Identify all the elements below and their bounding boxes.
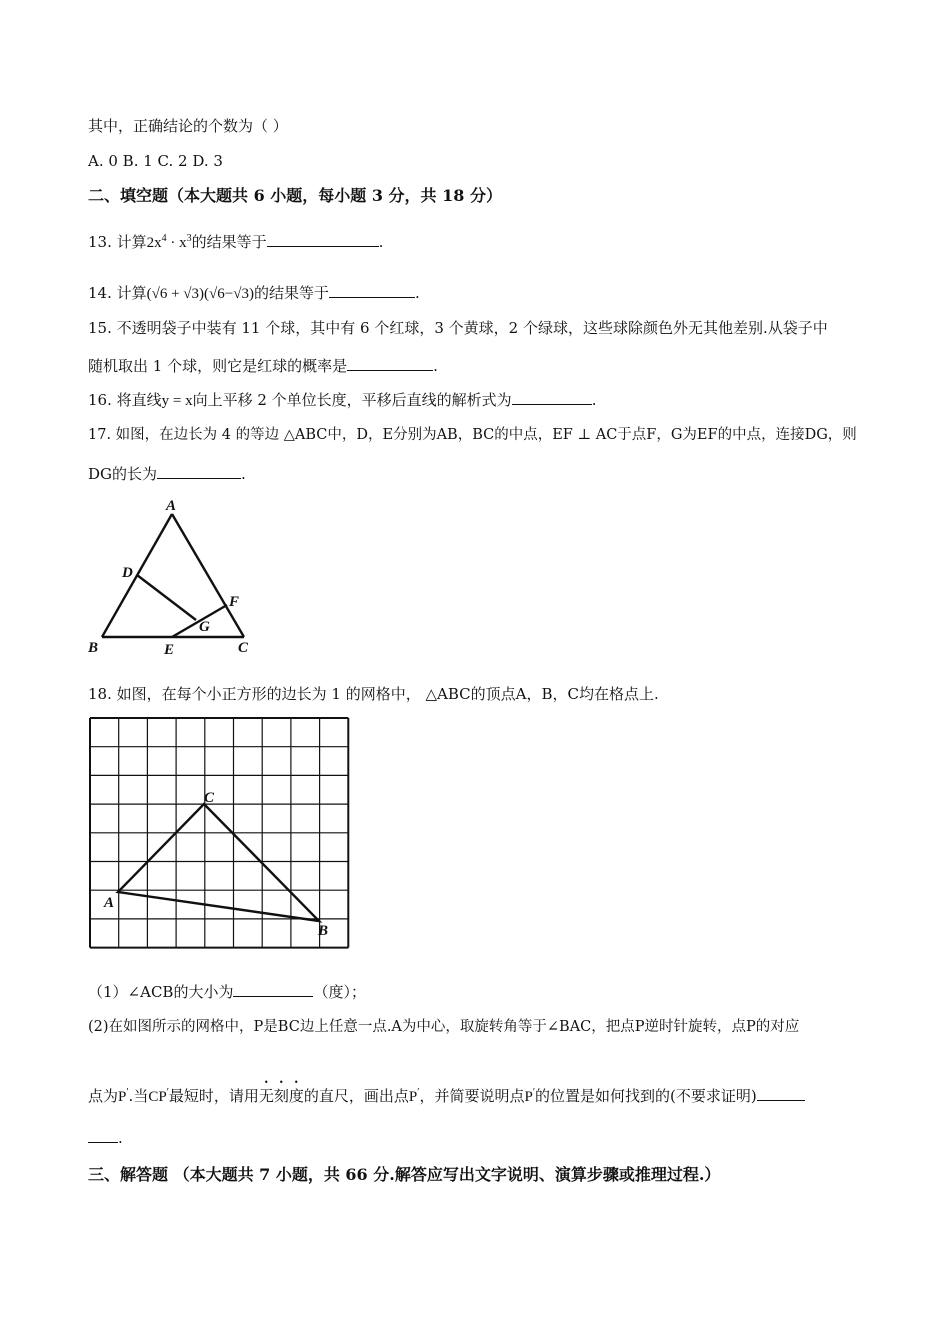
question-18: 18. 如图，在每个小正方形的边长为 1 的网格中， △ABC的顶点A，B，C均在格点上. bbox=[88, 685, 659, 703]
question-18-part2-line1: (2)在如图所示的网格中，P是BC边上任意一点.A为中心，取旋转角等于∠BAC，把点P逆时针旋转，点P的对应 bbox=[88, 1019, 800, 1035]
q13-prefix: 13. 计算 bbox=[88, 233, 147, 251]
q15-blank[interactable] bbox=[347, 356, 433, 371]
q13-end: . bbox=[378, 233, 384, 251]
q14-expr: (√6 + √3)(√6−√3) bbox=[146, 286, 254, 302]
q18-2-text-b: .当 bbox=[128, 1087, 149, 1105]
question-13 bbox=[88, 232, 383, 255]
q18-2-p-prime-2: P′ bbox=[408, 1087, 420, 1105]
q14-prefix: 14. 计算 bbox=[88, 284, 147, 302]
q13-base: 2x bbox=[146, 235, 162, 251]
fig17-label-c: C bbox=[238, 640, 249, 656]
q13-expr bbox=[147, 235, 192, 251]
q16-text: 向上平移 2 个单位长度，平移后直线的解析式为 bbox=[192, 391, 512, 409]
q14-suffix: 的结果等于 bbox=[253, 284, 329, 302]
q13-exp2: 3 bbox=[186, 233, 192, 244]
question-15-line1: 15. 不透明袋子中装有 11 个球，其中有 6 个红球，3 个黄球，2 个绿球，这些球除颜色外无其他差别.从袋子中 bbox=[88, 319, 828, 337]
fig17-segment-dg bbox=[137, 575, 196, 620]
q15-text: 随机取出 1 个球，则它是红球的概率是 bbox=[88, 357, 348, 375]
q18-2-text-d: 的直尺，画出点 bbox=[303, 1087, 409, 1105]
question-17-line1: 17. 如图，在边长为 4 的等边 △ABC中，D，E分别为AB，BC的中点，EF ⊥ AC于点F，G为EF的中点，连接DG，则 bbox=[88, 427, 857, 443]
fig17-label-e: E bbox=[164, 642, 175, 658]
fig17-label-f: F bbox=[229, 594, 240, 610]
q16-end: . bbox=[591, 391, 597, 409]
q18-2-text-f: 的位置是如何找到的(不要求证明) bbox=[535, 1087, 757, 1105]
q18-2-blank-b[interactable] bbox=[88, 1128, 118, 1143]
q14-end: . bbox=[414, 284, 420, 302]
q13-exp1: 4 bbox=[161, 233, 167, 244]
fig17-label-g: G bbox=[199, 619, 210, 635]
q18-2-end: . bbox=[118, 1129, 123, 1147]
grid-lines bbox=[90, 718, 348, 948]
q13-dot: · x bbox=[166, 235, 187, 251]
question-14 bbox=[88, 283, 420, 304]
question-18-part1 bbox=[88, 982, 366, 1002]
q18-1-text: （1）∠ACB的大小为 bbox=[88, 983, 234, 1001]
q17-end: . bbox=[241, 465, 246, 483]
q18-2-p-prime-3: P′ bbox=[524, 1087, 535, 1105]
q18-2-emphasis: 无刻度 bbox=[258, 1087, 304, 1105]
q18-2-p-prime-1: P′ bbox=[118, 1087, 129, 1105]
answer-options: A. 0 B. 1 C. 2 D. 3 bbox=[88, 152, 223, 170]
q18-2-text-c: 最短时，请用 bbox=[168, 1087, 259, 1105]
fig17-label-b: B bbox=[88, 640, 99, 656]
options-intro: 其中，正确结论的个数为（ ） bbox=[88, 117, 288, 135]
q16-prefix: 16. 将直线 bbox=[88, 391, 162, 409]
question-18-part2-line3 bbox=[88, 1128, 123, 1148]
question-16 bbox=[88, 390, 596, 411]
question-18-part2-line2 bbox=[88, 1078, 805, 1109]
fig18-label-a: A bbox=[104, 895, 115, 911]
figure-18-grid bbox=[84, 712, 354, 957]
fig18-label-c: C bbox=[204, 790, 215, 806]
q18-2-blank-a[interactable] bbox=[757, 1086, 805, 1101]
fig17-label-d: D bbox=[122, 565, 133, 581]
q16-expr: y = x bbox=[161, 393, 193, 409]
q15-end: . bbox=[433, 357, 438, 375]
question-15-line2 bbox=[88, 356, 438, 376]
q18-2-cp-prime: CP′ bbox=[148, 1087, 169, 1105]
q13-suffix: 的结果等于 bbox=[191, 233, 267, 251]
q18-1-unit: （度）； bbox=[313, 983, 366, 1001]
q14-blank[interactable] bbox=[329, 283, 415, 298]
question-17-line2 bbox=[88, 464, 246, 484]
fig17-label-a: A bbox=[166, 498, 177, 514]
figure-17-triangle bbox=[84, 496, 264, 660]
section-2-heading: 二、填空题（本大题共 6 小题，每小题 3 分，共 18 分） bbox=[88, 186, 502, 205]
q17-text: DG的长为 bbox=[88, 465, 158, 483]
fig18-triangle bbox=[118, 804, 319, 921]
q18-1-blank[interactable] bbox=[233, 982, 313, 997]
q18-2-text-e: ，并简要说明点 bbox=[419, 1087, 525, 1105]
q16-blank[interactable] bbox=[512, 390, 592, 405]
section-3-heading: 三、解答题 （本大题共 7 小题，共 66 分.解答应写出文字说明、演算步骤或推理过程.） bbox=[88, 1165, 721, 1184]
fig18-label-b: B bbox=[318, 923, 329, 939]
q18-2-text-a: 点为 bbox=[88, 1087, 119, 1105]
q17-blank[interactable] bbox=[157, 464, 241, 479]
q13-blank[interactable] bbox=[267, 232, 379, 247]
